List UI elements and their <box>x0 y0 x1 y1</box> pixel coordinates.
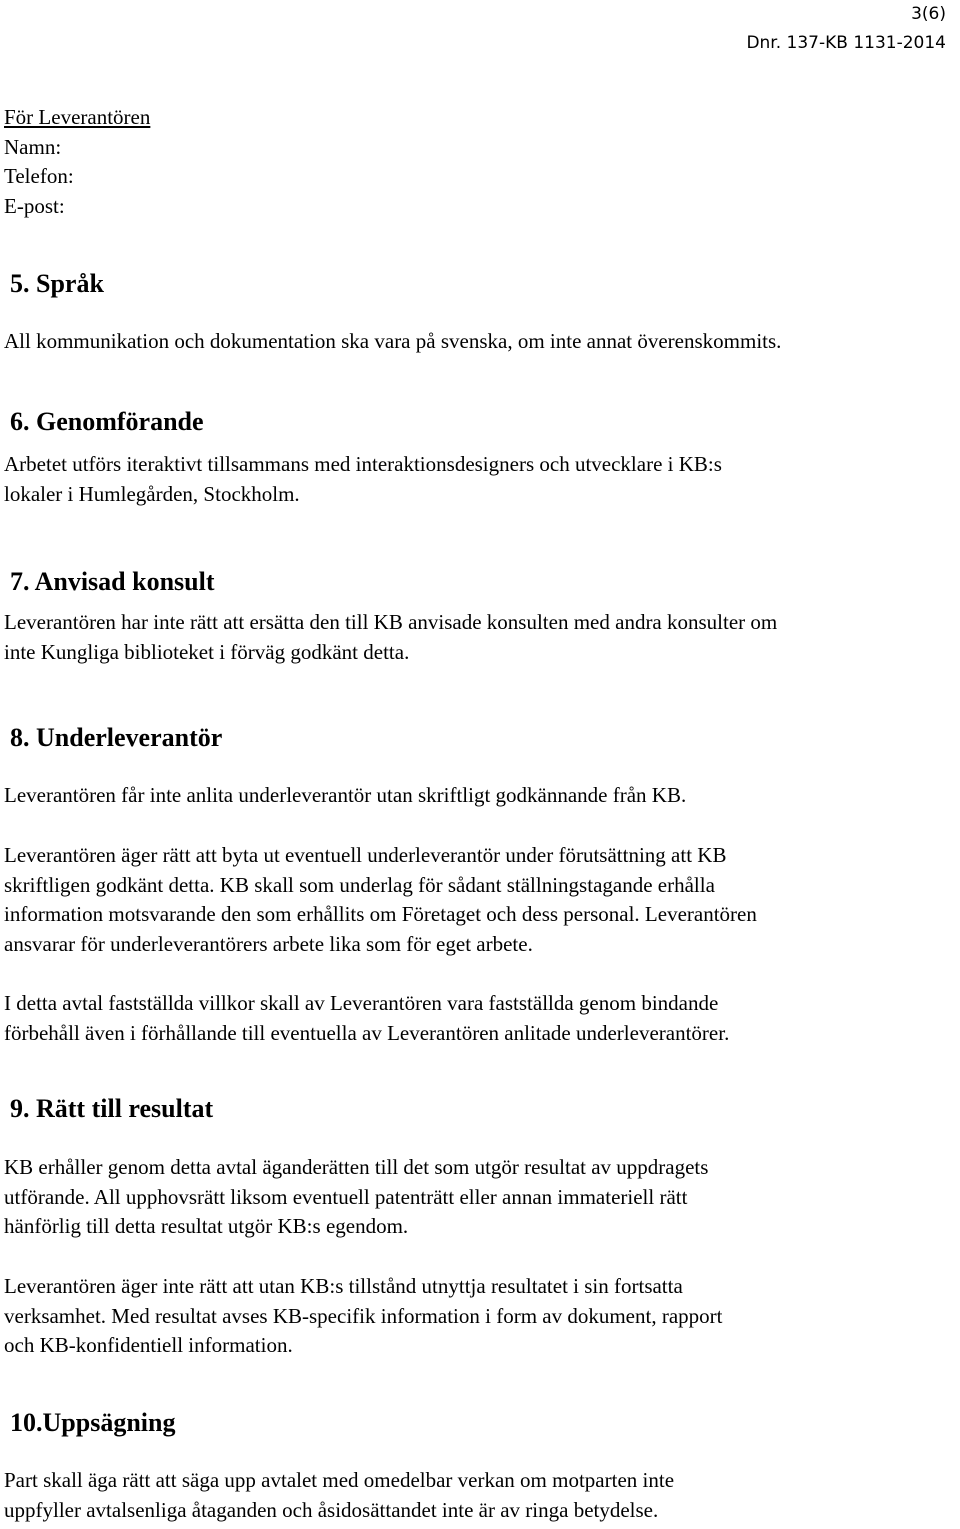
paragraph-line: Arbetet utförs iteraktivt tillsammans med interaktionsdesigners och utvecklare i KB:s <box>4 452 722 476</box>
section-number: 8. <box>10 723 30 752</box>
section-9-paragraph-1 <box>4 1153 950 1242</box>
paragraph-line: Leverantören har inte rätt att ersätta den till KB anvisade konsulten med andra konsulter om <box>4 610 778 634</box>
paragraph-line: inte Kungliga biblioteket i förväg godkänt detta. <box>4 639 410 664</box>
paragraph-line: Part skall äga rätt att säga upp avtalet med omedelbar verkan om motparten inte <box>4 1468 675 1492</box>
paragraph-line: All kommunikation och dokumentation ska vara på svenska, om inte annat överenskommits. <box>4 329 782 353</box>
section-title: Rätt till resultat <box>36 1094 214 1123</box>
paragraph-line: verksamhet. Med resultat avses KB-specifik information i form av dokument, rapport <box>4 1303 723 1328</box>
section-title: Språk <box>36 269 104 298</box>
section-8-paragraph-2 <box>4 841 950 959</box>
section-8-heading <box>10 723 950 753</box>
document-reference: Dnr. 137-KB 1131-2014 <box>746 33 946 53</box>
paragraph-line: KB erhåller genom detta avtal äganderätten till det som utgör resultat av uppdragets <box>4 1155 709 1179</box>
paragraph-line: Leverantören får inte anlita underleverantör utan skriftligt godkännande från KB. <box>4 783 687 807</box>
paragraph-line: Leverantören äger inte rätt att utan KB:s tillstånd utnyttja resultatet i sin fortsatta <box>4 1274 683 1298</box>
section-9-heading <box>10 1094 950 1124</box>
page-header <box>746 0 946 58</box>
section-5-body <box>4 327 950 357</box>
section-title: Genomförande <box>36 407 204 436</box>
paragraph-line: skriftligen godkänt detta. KB skall som underlag för sådant ställningstagande erhålla <box>4 872 715 897</box>
paragraph-line: information motsvarande den som erhållits om Företaget och dess personal. Leverantören <box>4 902 757 926</box>
paragraph-line: Leverantören äger rätt att byta ut eventuell underleverantör under förutsättning att KB <box>4 843 727 867</box>
phone-label: Telefon: <box>4 164 74 188</box>
section-10-body <box>4 1466 950 1525</box>
paragraph-line: I detta avtal fastställda villkor skall av Leverantören vara fastställda genom bindande <box>4 991 719 1015</box>
paragraph-line: förbehåll även i förhållande till eventuella av Leverantören anlitade underleverantörer. <box>4 1020 730 1045</box>
section-title: Anvisad konsult <box>34 567 215 596</box>
email-label: E-post: <box>4 193 65 218</box>
section-number: 9. <box>10 1094 30 1123</box>
contact-block <box>4 103 950 221</box>
paragraph-line: uppfyller avtalsenliga åtaganden och åsidosättandet inte är av ringa betydelse. <box>4 1497 659 1522</box>
section-number: 7. <box>10 567 30 596</box>
section-7-heading <box>10 567 950 597</box>
section-6-body <box>4 450 950 509</box>
section-number: 6. <box>10 407 30 436</box>
name-label: Namn: <box>4 134 62 159</box>
section-10-heading <box>10 1408 950 1438</box>
paragraph-line: utförande. All upphovsrätt liksom eventuell patenträtt eller annan immateriell rätt <box>4 1184 688 1209</box>
section-9-paragraph-2 <box>4 1272 950 1361</box>
paragraph-line: lokaler i Humlegården, Stockholm. <box>4 481 300 506</box>
section-number: 10. <box>10 1408 43 1437</box>
section-5-heading <box>10 269 950 299</box>
paragraph-line: ansvarar för underleverantörers arbete lika som för eget arbete. <box>4 931 533 956</box>
section-8-paragraph-3 <box>4 989 950 1048</box>
section-title: Uppsägning <box>42 1408 176 1437</box>
page-number: 3(6) <box>911 4 946 24</box>
paragraph-line: hänförlig till detta resultat utgör KB:s egendom. <box>4 1214 409 1238</box>
paragraph-line: och KB-konfidentiell information. <box>4 1333 293 1357</box>
contact-title: För Leverantören <box>4 105 151 129</box>
section-6-heading <box>10 407 950 437</box>
section-7-body <box>4 608 950 667</box>
section-number: 5. <box>10 269 30 298</box>
section-title: Underleverantör <box>36 723 223 752</box>
section-8-paragraph-1 <box>4 781 950 811</box>
